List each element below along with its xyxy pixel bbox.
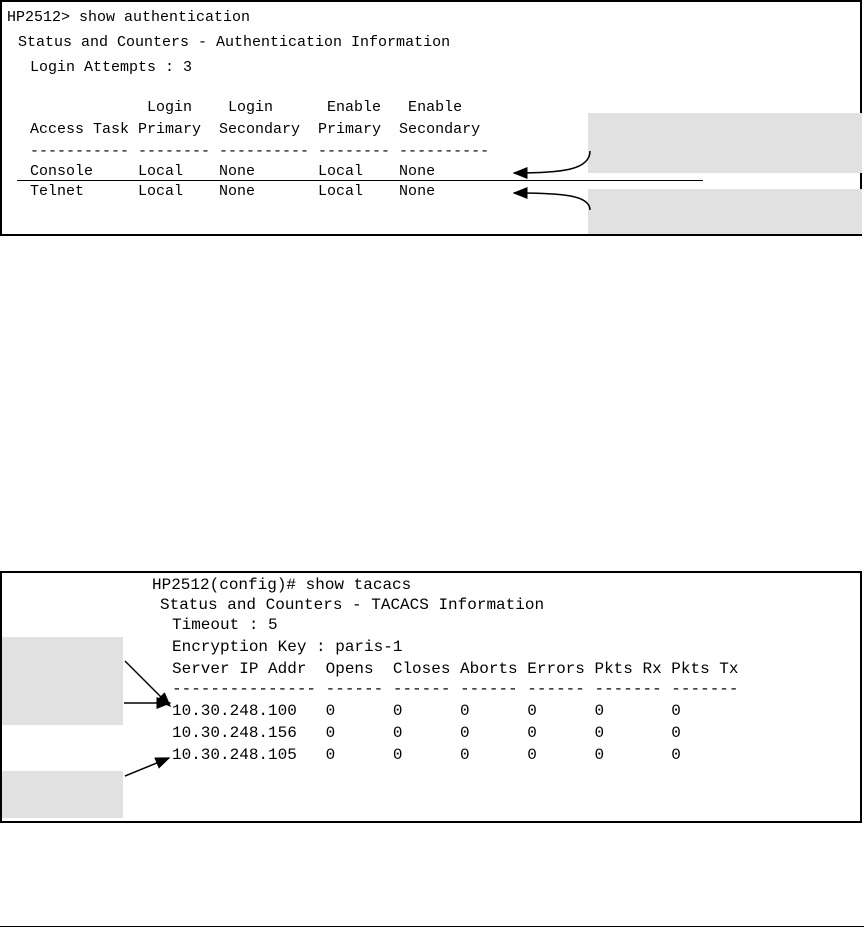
tacacs-row-3: 10.30.248.105 0 0 0 0 0 0 bbox=[172, 746, 681, 764]
arrow-to-console-row bbox=[514, 151, 590, 173]
page-bottom-rule bbox=[0, 926, 864, 927]
auth-command-line: HP2512> show authentication bbox=[7, 9, 251, 26]
tacacs-command-line: HP2512(config)# show tacacs bbox=[152, 576, 412, 594]
auth-row-telnet: Telnet Local None Local None bbox=[30, 183, 436, 200]
timeout-line: Timeout : 5 bbox=[172, 616, 278, 634]
auth-separator: ----------- -------- ---------- -------- ---------- bbox=[30, 143, 490, 160]
encryption-key-line: Encryption Key : paris-1 bbox=[172, 638, 403, 656]
tacacs-row-1: 10.30.248.100 0 0 0 0 0 0 bbox=[172, 702, 681, 720]
auth-row-console: Console Local None Local None bbox=[30, 163, 436, 180]
tacacs-column-header: Server IP Addr Opens Closes Aborts Errors Pkts Rx Pkts Tx bbox=[172, 660, 739, 678]
authentication-output-panel bbox=[0, 0, 862, 236]
tacacs-status-heading: Status and Counters - TACACS Information bbox=[160, 596, 545, 614]
tacacs-output-panel bbox=[0, 571, 862, 823]
arrow-to-server-1 bbox=[125, 661, 170, 706]
tacacs-callout-arrows bbox=[2, 573, 864, 825]
auth-column-header-1: Login Login Enable Enable bbox=[30, 99, 463, 116]
auth-column-header-2: Access Task Primary Secondary Primary Secondary bbox=[30, 121, 481, 138]
arrow-to-server-3 bbox=[125, 758, 169, 776]
auth-status-heading: Status and Counters - Authentication Information bbox=[18, 34, 451, 51]
login-attempts-line: Login Attempts : 3 bbox=[30, 59, 193, 76]
arrow-to-telnet-row bbox=[514, 193, 590, 210]
tacacs-row-2: 10.30.248.156 0 0 0 0 0 0 bbox=[172, 724, 681, 742]
tacacs-separator: --------------- ------ ------ ------ ------ ------- ------- bbox=[172, 680, 739, 698]
auth-callout-arrows bbox=[2, 2, 864, 238]
